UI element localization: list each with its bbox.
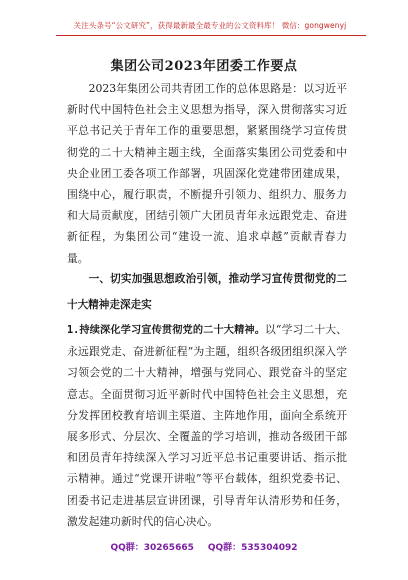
footer-contact — [0, 540, 408, 553]
intro-paragraph: 2023年集团公司共青团工作的总体思路是：以习近平新时代中国特色社会主义思想为指导，深入贯彻落实习近平总书记关于青年工作的重要思想，紧紧围绕学习宣传贯彻党的二十大精神主题主线，全面落实集团公司党委和中央企业团工委各项工作部署，巩固深化党建带团建成果，围绕中心，履行职责，不断提升引领力、组织力、服务力和大局贡献度，团结引领广大团员青年永远跟党走、奋进新征程，为集团公司“建设一流、追求卓越”贡献青春力量。 — [67, 82, 347, 265]
footer-qq-group-2: QQ群：535304092 — [207, 543, 298, 553]
paragraph-1-body: 以“学习二十大、永远跟党走、奋进新征程”为主题，组织各级团组织深入学习领会党的二十大精神，增强与党同心、跟党奋斗的坚定意志。全面贯彻习近平新时代中国特色社会主义思想，充分发挥团校教育培训主渠道、主阵地作用，面向全系统开展多形式、分层次、全覆盖的学习培训，推动各级团干部和团员青年持续深入学习习近平总书记重要讲话、指示批示精神。通过“党课开讲啦”等平台载体，组织党委书记、团委书记走进基层宣讲团课，引导青年认清形势和任务，激发起建功新时代的信心决心。 — [67, 323, 347, 528]
footer-qq-group-1: QQ群：30265665 — [110, 543, 194, 553]
header-banner: 关注头条号“公文研究”，获得最新最全最专业的公文资料库！ 微信：gongwenyj — [73, 21, 347, 30]
header-divider — [56, 35, 366, 36]
paragraph-1-lead: 1.持续深化学习宣传贯彻党的二十大精神。 — [67, 325, 266, 336]
section-heading-1: 一、切实加强思想政治引领，推动学习宣传贯彻党的二十大精神走深走实 — [67, 273, 347, 311]
paragraph-1 — [67, 319, 347, 532]
document-title: 集团公司2023年团委工作要点 — [110, 59, 298, 74]
